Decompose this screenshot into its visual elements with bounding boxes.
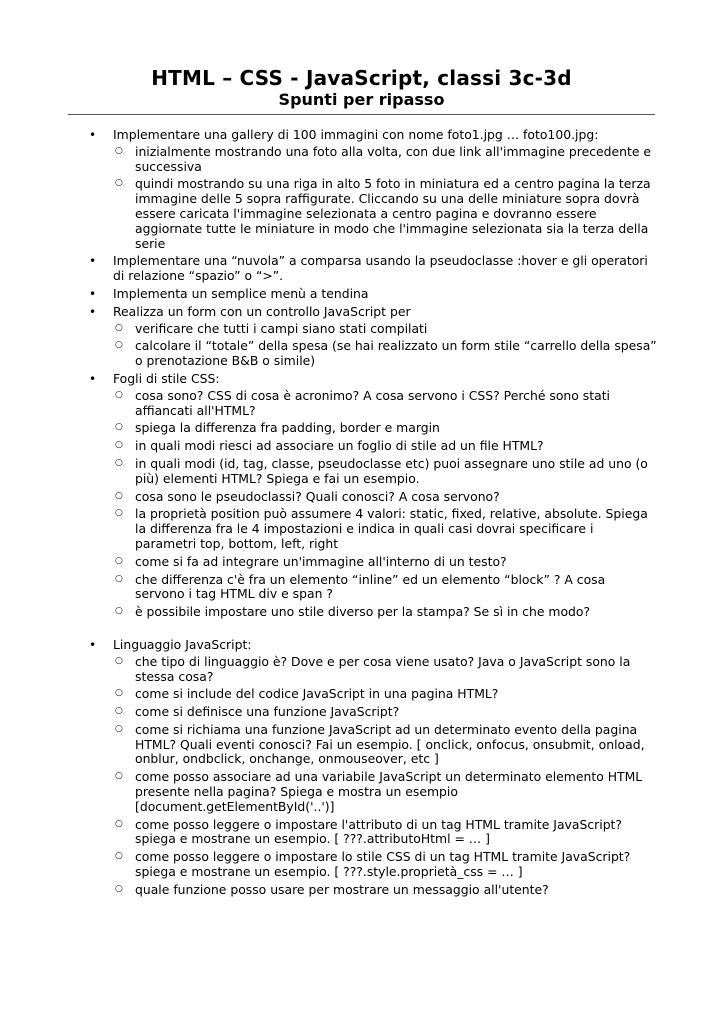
topic-text: Fogli di stile CSS: (113, 370, 220, 386)
subtopic-item (113, 770, 658, 814)
subtopic-text: che tipo di linguaggio è? Dove e per cosa viene usato? Java o JavaScript sono la stessa cosa? (135, 653, 631, 684)
document-subtitle: Spunti per ripasso (278, 90, 445, 109)
circle-bullet-icon: ○ (115, 706, 123, 717)
subtopic-item (113, 389, 658, 419)
circle-bullet-icon: ○ (115, 457, 123, 468)
subtopic-item (113, 322, 658, 337)
subtopic-item (113, 605, 658, 620)
bullet-icon: • (89, 371, 97, 386)
bullet-icon: • (89, 254, 97, 269)
subtopic-item (113, 555, 658, 570)
subtopic-text: in quali modi riesci ad associare un foglio di stile ad un file HTML? (135, 438, 544, 454)
subtopic-text: come posso leggere o impostare lo stile CSS di un tag HTML tramite JavaScript? spiega e mostrane un esempio. [ ???.style.proprietà_css = … ] (135, 849, 631, 880)
subtopic-item (113, 818, 658, 848)
subtopic-text: è possibile impostare uno stile diverso per la stampa? Se sì in che modo? (135, 604, 591, 620)
circle-bullet-icon: ○ (115, 771, 123, 782)
circle-bullet-icon: ○ (115, 440, 123, 451)
subtopic-list (113, 145, 658, 252)
title-divider (68, 114, 655, 115)
circle-bullet-icon: ○ (115, 389, 123, 400)
subtopic-item (113, 490, 658, 505)
subtopic-text: spiega la differenza fra padding, border e margin (135, 420, 440, 436)
subtopic-item (113, 883, 658, 898)
topic-text: Implementare una gallery di 100 immagini con nome foto1.jpg … foto100.jpg: (113, 127, 599, 142)
subtopic-item (113, 339, 658, 369)
subtopic-text: verificare che tutti i campi siano stati compilati (135, 320, 428, 336)
circle-bullet-icon: ○ (115, 606, 123, 617)
subtopic-text: come posso associare ad una variabile JavaScript un determinato elemento HTML presente nella pagina? Spiega e mostra un esempio [document.getElementById('..')] (135, 769, 643, 814)
topic-list (68, 128, 658, 898)
circle-bullet-icon: ○ (115, 145, 123, 156)
subtopic-text: calcolare il “totale” della spesa (se hai realizzato un form stile “carrello della spesa” o prenotazione B&B o simile) (135, 338, 657, 369)
subtopic-text: che differenza c'è fra un elemento “inline” ed un elemento “block” ? A cosa servono i tag HTML div e span ? (135, 571, 606, 602)
subtopic-text: come si definisce una funzione JavaScript? (135, 704, 400, 720)
circle-bullet-icon: ○ (115, 573, 123, 584)
subtopic-list (113, 655, 658, 898)
subtopic-item (113, 705, 658, 720)
circle-bullet-icon: ○ (115, 851, 123, 862)
subtopic-text: cosa sono le pseudoclassi? Quali conosci? A cosa servono? (135, 488, 500, 504)
bullet-icon: • (89, 637, 97, 652)
subtopic-text: quindi mostrando su una riga in alto 5 foto in miniatura ed a centro pagina la terza immagine delle 5 sopra raffigurate. Cliccando su una delle miniature sopra dovrà essere caricata l'immagine selezionata a centro pagina e dovranno essere aggiornate tutte le miniature in modo che l'immagine selezionata sia la terza della serie (135, 176, 651, 251)
topic-item (68, 128, 658, 251)
bullet-icon: • (89, 304, 97, 319)
subtopic-item (113, 177, 658, 251)
document-body (68, 128, 658, 901)
document-title: HTML – CSS - JavaScript, classi 3c-3d (151, 66, 572, 90)
subtopic-text: come posso leggere o impostare l'attributo di un tag HTML tramite JavaScript? spiega e mostrane un esempio. [ ???.attributoHtml = … ] (135, 816, 622, 847)
circle-bullet-icon: ○ (115, 688, 123, 699)
circle-bullet-icon: ○ (115, 422, 123, 433)
subtopic-list (113, 389, 658, 620)
topic-item (68, 287, 658, 302)
subtopic-item (113, 723, 658, 767)
subtopic-text: cosa sono? CSS di cosa è acronimo? A cosa servono i CSS? Perché sono stati affiancati all'HTML? (135, 387, 610, 418)
circle-bullet-icon: ○ (115, 340, 123, 351)
subtopic-text: in quali modi (id, tag, classe, pseudoclasse etc) puoi assegnare uno stile ad uno (o più) elementi HTML? Spiega e fai un esempio. (135, 455, 648, 486)
circle-bullet-icon: ○ (115, 555, 123, 566)
subtopic-item (113, 573, 658, 603)
topic-text: Implementa un semplice menù a tendina (113, 285, 369, 301)
document-header (68, 66, 655, 110)
subtopic-list (113, 322, 658, 369)
topic-text: Realizza un form con un controllo JavaScript per (113, 303, 411, 319)
topic-text: Linguaggio JavaScript: (113, 636, 252, 652)
circle-bullet-icon: ○ (115, 178, 123, 189)
subtopic-text: inizialmente mostrando una foto alla volta, con due link all'immagine precedente e successiva (135, 143, 652, 174)
topic-item (68, 372, 658, 620)
subtopic-text: come si include del codice JavaScript in una pagina HTML? (135, 686, 499, 702)
subtopic-text: come si fa ad integrare un'immagine all'interno di un testo? (135, 553, 507, 569)
bullet-icon: • (89, 128, 97, 142)
subtopic-item (113, 687, 658, 702)
circle-bullet-icon: ○ (115, 655, 123, 666)
circle-bullet-icon: ○ (115, 508, 123, 519)
subtopic-item (113, 655, 658, 685)
subtopic-item (113, 439, 658, 454)
topic-item (68, 254, 658, 284)
subtopic-item (113, 145, 658, 175)
subtopic-item (113, 457, 658, 487)
subtopic-text: come si richiama una funzione JavaScript ad un determinato evento della pagina HTML? Quali eventi conosci? Fai un esempio. [ onclick, onfocus, onsubmit, onload, onblur, ondbclick, onchange, onmouseover, etc ] (135, 721, 645, 767)
circle-bullet-icon: ○ (115, 322, 123, 333)
subtopic-item (113, 507, 658, 551)
topic-text: Implementare una “nuvola” a comparsa usando la pseudoclasse :hover e gli operatori di relazione “spazio” o “>”. (113, 253, 648, 284)
subtopic-item (113, 850, 658, 880)
circle-bullet-icon: ○ (115, 723, 123, 734)
topic-item (68, 638, 658, 898)
subtopic-text: la proprietà position può assumere 4 valori: static, fixed, relative, absolute. Spiega la differenza fra le 4 impostazioni e indica in quali casi dovrai specificare i parametri top, bottom, left, right (135, 506, 648, 551)
bullet-icon: • (89, 286, 97, 301)
subtopic-text: quale funzione posso usare per mostrare un messaggio all'utente? (135, 881, 549, 897)
circle-bullet-icon: ○ (115, 883, 123, 894)
circle-bullet-icon: ○ (115, 818, 123, 829)
circle-bullet-icon: ○ (115, 490, 123, 501)
topic-item (68, 305, 658, 369)
subtopic-item (113, 421, 658, 436)
